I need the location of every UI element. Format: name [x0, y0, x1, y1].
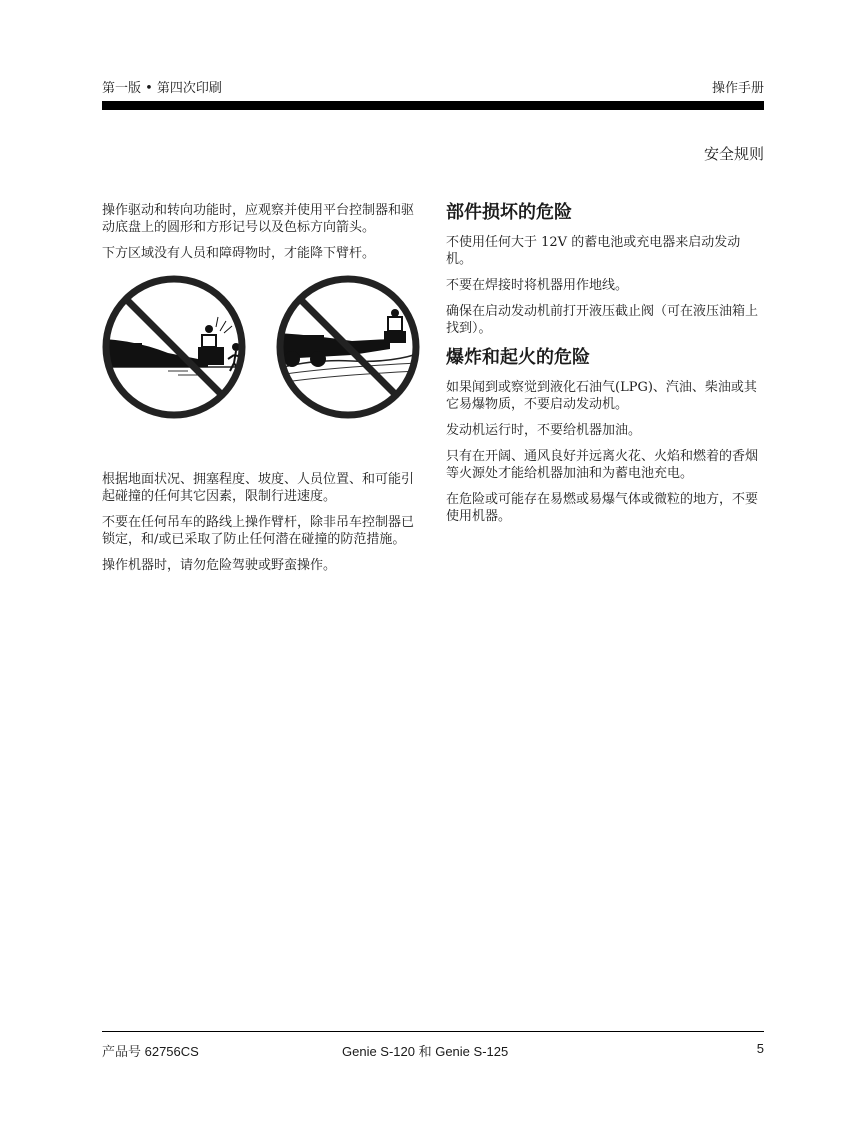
footer-part-number: 产品号 62756CS	[102, 1044, 199, 1059]
footer-model: Genie S-120 和 Genie S-125	[342, 1044, 509, 1059]
footer-rule	[102, 1031, 764, 1032]
paragraph-lower-boom: 下方区域没有人员和障碍物时，才能降下臂杆。	[102, 246, 376, 261]
section-title: 安全规则	[703, 145, 764, 163]
paragraph-travel-speed: 根据地面状况、拥塞程度、坡度、人员位置、和可能引起碰撞的任何其它因素，限制行进速度。	[102, 472, 415, 504]
warning-illustrations	[102, 271, 414, 463]
footer-page-number: 5	[756, 1041, 764, 1056]
header-bar	[102, 101, 764, 110]
paragraph-reckless: 操作机器时，请勿危险驾驶或野蛮操作。	[102, 558, 337, 573]
paragraph-hazardous-area: 在危险或可能存在易燃或易爆气体或微粒的地方，不要使用机器。	[446, 492, 759, 524]
right-column	[446, 201, 764, 534]
left-column	[102, 202, 414, 583]
paragraph-battery-12v: 不使用任何大于 12V 的蓄电池或充电器来启动发动机。	[446, 235, 741, 267]
paragraph-hydraulic-valve: 确保在启动发动机前打开液压截止阀（可在液压油箱上找到）。	[446, 304, 759, 336]
heading-explosion-fire: 爆炸和起火的危险	[446, 347, 590, 368]
paragraph-refuel-ventilated: 只有在开阔、通风良好并远离火花、火焰和燃着的香烟等火源处才能给机器加油和为蓄电池充电。	[446, 449, 759, 481]
header-manual-title: 操作手册	[711, 81, 764, 96]
prohibition-reckless-driving-icon	[272, 271, 424, 423]
heading-component-damage: 部件损坏的危险	[446, 202, 572, 223]
paragraph-drive-steer: 操作驱动和转向功能时，应观察并使用平台控制器和驱动底盘上的圆形和方形记号以及色标方向箭头。	[102, 203, 415, 235]
paragraph-no-refuel-running: 发动机运行时，不要给机器加油。	[446, 423, 642, 438]
paragraph-welding-ground: 不要在焊接时将机器用作地线。	[446, 278, 629, 293]
header-edition: 第一版 • 第四次印刷	[102, 81, 222, 96]
paragraph-lpg-smell: 如果闻到或察觉到液化石油气(LPG)、汽油、柴油或其它易爆物质，不要启动发动机。	[446, 380, 757, 412]
prohibition-lower-boom-over-person-icon	[98, 271, 250, 423]
paragraph-crane: 不要在任何吊车的路线上操作臂杆，除非吊车控制器已锁定，和/或已采取了防止任何潜在碰撞的防范措施。	[102, 515, 415, 547]
